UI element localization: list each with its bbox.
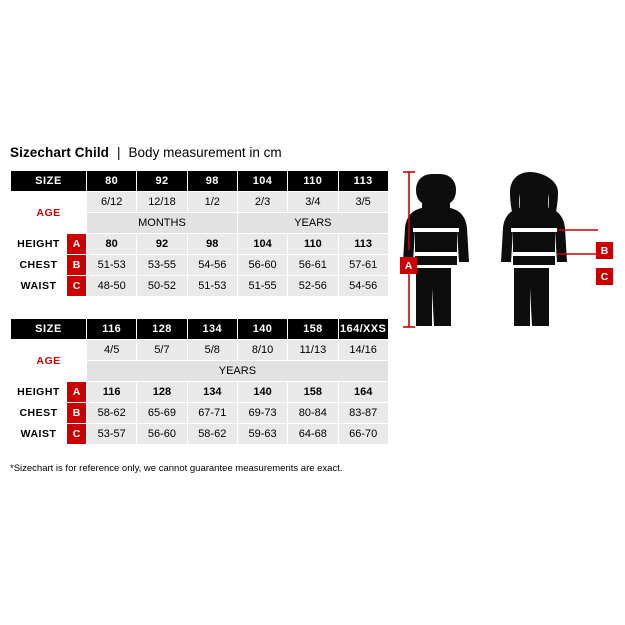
chest-value-2: 54-56 xyxy=(187,255,237,276)
height2-value-1: 128 xyxy=(137,382,187,403)
age2-value-3: 8/10 xyxy=(237,340,287,361)
waist-value-1: 50-52 xyxy=(137,276,187,297)
age-value-0: 6/12 xyxy=(87,192,137,213)
chest2-value-3: 69-73 xyxy=(237,403,287,424)
title-separator: | xyxy=(117,145,121,160)
header-size-label: SIZE xyxy=(11,171,87,192)
height2-value-3: 140 xyxy=(237,382,287,403)
height2-value-5: 164 xyxy=(338,382,388,403)
header-size-0: 80 xyxy=(87,171,137,192)
table-row-header xyxy=(11,319,389,340)
header2-size-4: 158 xyxy=(288,319,338,340)
header2-size-2: 134 xyxy=(187,319,237,340)
badge-a: A xyxy=(67,234,87,255)
table-row-chest xyxy=(11,403,389,424)
header-size-label-2: SIZE xyxy=(11,319,87,340)
header2-size-0: 116 xyxy=(87,319,137,340)
age-value-5: 3/5 xyxy=(338,192,388,213)
age2-value-0: 4/5 xyxy=(87,340,137,361)
height-value-2: 98 xyxy=(187,234,237,255)
waist2-value-3: 59-63 xyxy=(237,424,287,445)
age2-value-1: 5/7 xyxy=(137,340,187,361)
girl-waist-line xyxy=(512,252,556,256)
chest2-value-2: 67-71 xyxy=(187,403,237,424)
sizechart-table-1 xyxy=(10,170,388,297)
title-subtitle: Body measurement in cm xyxy=(128,145,282,160)
waist2-value-5: 66-70 xyxy=(338,424,388,445)
chest-value-0: 51-53 xyxy=(87,255,137,276)
table-row-height xyxy=(11,234,389,255)
height2-value-0: 116 xyxy=(87,382,137,403)
label-waist-2: WAIST xyxy=(11,424,67,445)
girl-chest-line xyxy=(511,228,557,232)
waist-value-3: 51-55 xyxy=(237,276,287,297)
waist-value-0: 48-50 xyxy=(87,276,137,297)
height-value-4: 110 xyxy=(288,234,338,255)
age-value-1: 12/18 xyxy=(137,192,187,213)
table-1 xyxy=(10,170,389,297)
boy-waist-line xyxy=(414,252,458,256)
figure-badge-a: A xyxy=(400,257,417,274)
chest-value-1: 53-55 xyxy=(137,255,187,276)
waist-value-2: 51-53 xyxy=(187,276,237,297)
page-title xyxy=(10,145,282,160)
badge-c: C xyxy=(67,276,87,297)
age-value-2: 1/2 xyxy=(187,192,237,213)
title-main: Sizechart Child xyxy=(10,145,110,160)
table-row-height xyxy=(11,382,389,403)
chest-value-4: 56-61 xyxy=(288,255,338,276)
girl-figure xyxy=(501,172,567,326)
age-unit-0: MONTHS xyxy=(87,213,238,234)
table-row-age-values xyxy=(11,340,389,361)
label-chest: CHEST xyxy=(11,255,67,276)
age-value-3: 2/3 xyxy=(237,192,287,213)
label-height: HEIGHT xyxy=(11,234,67,255)
chest2-value-0: 58-62 xyxy=(87,403,137,424)
height-value-3: 104 xyxy=(237,234,287,255)
label-height-2: HEIGHT xyxy=(11,382,67,403)
label-age: AGE xyxy=(11,192,87,234)
waist-value-4: 52-56 xyxy=(288,276,338,297)
chest-value-5: 57-61 xyxy=(338,255,388,276)
waist2-value-2: 58-62 xyxy=(187,424,237,445)
height2-value-4: 158 xyxy=(288,382,338,403)
table-row-header xyxy=(11,171,389,192)
figure-badge-c: C xyxy=(596,268,613,285)
table-row-chest xyxy=(11,255,389,276)
boy-chest-line xyxy=(413,228,459,232)
label-chest-2: CHEST xyxy=(11,403,67,424)
badge-b: B xyxy=(67,255,87,276)
body-figures xyxy=(400,170,615,330)
boy-figure xyxy=(403,174,469,326)
header2-size-1: 128 xyxy=(137,319,187,340)
waist2-value-0: 53-57 xyxy=(87,424,137,445)
chest2-value-5: 83-87 xyxy=(338,403,388,424)
age2-value-4: 11/13 xyxy=(288,340,338,361)
chest2-value-4: 80-84 xyxy=(288,403,338,424)
height-value-1: 92 xyxy=(137,234,187,255)
chest2-value-1: 65-69 xyxy=(137,403,187,424)
age-value-4: 3/4 xyxy=(288,192,338,213)
sizechart-table-2 xyxy=(10,318,388,445)
age2-value-2: 5/8 xyxy=(187,340,237,361)
header-size-4: 110 xyxy=(288,171,338,192)
height2-value-2: 134 xyxy=(187,382,237,403)
badge-c-2: C xyxy=(67,424,87,445)
age2-value-5: 14/16 xyxy=(338,340,388,361)
figure-badge-b: B xyxy=(596,242,613,259)
header-size-1: 92 xyxy=(137,171,187,192)
badge-b-2: B xyxy=(67,403,87,424)
age-unit-1: YEARS xyxy=(237,213,388,234)
header-size-2: 98 xyxy=(187,171,237,192)
waist2-value-1: 56-60 xyxy=(137,424,187,445)
table-row-waist xyxy=(11,276,389,297)
chest-value-3: 56-60 xyxy=(237,255,287,276)
header2-size-3: 140 xyxy=(237,319,287,340)
figure-illustration xyxy=(400,170,615,330)
header2-size-5: 164/XXS xyxy=(338,319,388,340)
header-size-3: 104 xyxy=(237,171,287,192)
table-row-waist xyxy=(11,424,389,445)
table-row-age-values xyxy=(11,192,389,213)
height-value-5: 113 xyxy=(338,234,388,255)
waist-value-5: 54-56 xyxy=(338,276,388,297)
waist2-value-4: 64-68 xyxy=(288,424,338,445)
height-value-0: 80 xyxy=(87,234,137,255)
footnote: *Sizechart is for reference only, we cannot guarantee measurements are exact. xyxy=(10,463,343,474)
age2-unit-0: YEARS xyxy=(87,361,389,382)
label-age-2: AGE xyxy=(11,340,87,382)
header-size-5: 113 xyxy=(338,171,388,192)
label-waist: WAIST xyxy=(11,276,67,297)
badge-a-2: A xyxy=(67,382,87,403)
table-2 xyxy=(10,318,389,445)
